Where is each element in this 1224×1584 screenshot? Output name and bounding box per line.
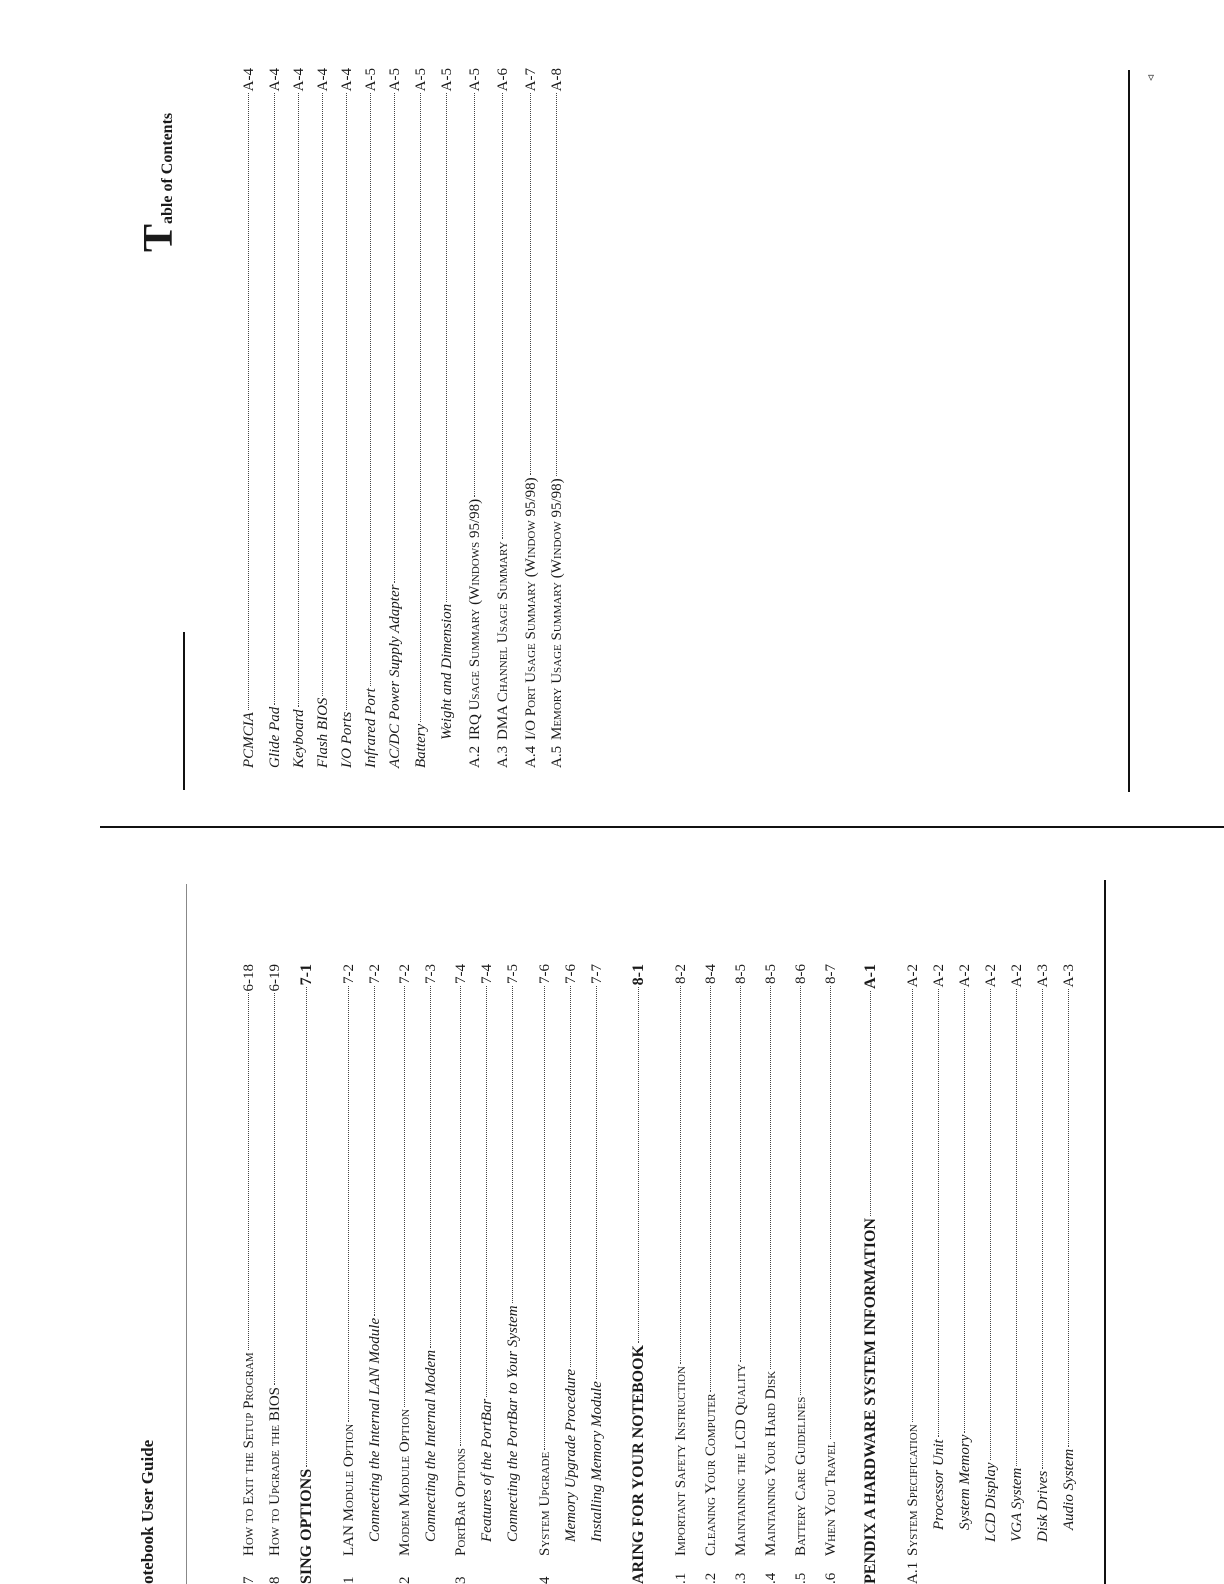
toc-entry-page: A-5 — [387, 68, 403, 92]
toc-entry-page: A-6 — [495, 68, 511, 92]
toc-entry-label: Audio System — [1061, 1448, 1077, 1530]
toc-entry-label: Keyboard — [291, 709, 307, 768]
toc-entry-page: A-5 — [413, 68, 429, 92]
toc-leader-dots — [248, 994, 249, 1351]
toc-leader-dots — [502, 93, 503, 539]
toc-title-rest: able of Contents — [159, 112, 176, 224]
toc-entry-page: A-2 — [957, 964, 973, 988]
toc-entry[interactable] — [790, 964, 812, 1584]
toc-leader-dots — [680, 986, 681, 1364]
toc-entry-page: A-2 — [931, 964, 947, 988]
toc-leader-dots — [460, 986, 461, 1446]
toc-entry-page: 8-5 — [733, 964, 749, 984]
toc-leader-dots — [830, 986, 831, 1439]
toc-entry[interactable] — [586, 964, 608, 1584]
toc-entry[interactable] — [1032, 964, 1054, 1584]
toc-entry[interactable] — [264, 964, 286, 1584]
toc-entry-label: DMA Channel Usage Summary — [495, 541, 511, 740]
toc-entry-page: 7-5 — [505, 964, 521, 984]
toc-entry-page: A-8 — [549, 68, 565, 92]
toc-entry-page: A-7 — [523, 68, 539, 92]
toc-entry-number: 7 — [241, 1576, 257, 1584]
toc-entry-label: PENDIX A HARDWARE SYSTEM INFORMATION — [862, 1218, 879, 1584]
toc-title-initial: T — [136, 223, 182, 252]
toc-entry-page: 7-4 — [453, 964, 469, 984]
toc-entry-number: .5 — [793, 1572, 809, 1584]
toc-entry[interactable] — [420, 964, 442, 1584]
toc-leader-dots — [740, 986, 741, 1362]
toc-entry-page: 7-1 — [298, 964, 315, 986]
toc-entry-number: 8 — [267, 1576, 283, 1584]
toc-entry-label: VGA System — [1009, 1467, 1025, 1542]
toc-entry[interactable] — [700, 964, 722, 1584]
toc-entry[interactable] — [546, 68, 568, 768]
toc-entry-label: Connecting the Internal LAN Module — [367, 1317, 383, 1542]
toc-leader-dots — [710, 986, 711, 1392]
toc-entry-label: Features of the PortBar — [479, 1398, 495, 1542]
toc-entry-page: 6-19 — [267, 964, 283, 992]
toc-entry-label: LCD Display — [983, 1462, 999, 1542]
toc-leader-dots — [322, 93, 323, 695]
toc-entry[interactable] — [492, 68, 514, 768]
toc-entry[interactable] — [520, 68, 542, 768]
toc-entry-page: 7-2 — [341, 964, 357, 984]
toc-entry-page: 8-4 — [703, 964, 719, 984]
toc-leader-dots — [404, 986, 405, 1407]
toc-leader-dots — [544, 986, 545, 1450]
toc-entry[interactable] — [450, 964, 472, 1584]
toc-entry[interactable] — [464, 68, 486, 768]
toc-entry[interactable] — [238, 68, 260, 768]
toc-leader-dots — [348, 986, 349, 1422]
toc-entry[interactable] — [670, 964, 692, 1584]
toc-entry[interactable] — [1006, 964, 1028, 1584]
toc-entry-page: A-2 — [983, 964, 999, 988]
toc-leader-dots — [394, 93, 395, 582]
toc-entry[interactable] — [410, 68, 432, 768]
toc-entry-label: PortBar Options — [453, 1447, 469, 1556]
toc-entry-label: Flash BIOS — [315, 697, 331, 768]
toc-entry[interactable] — [338, 964, 360, 1584]
toc-leader-dots — [596, 986, 597, 1379]
toc-entry[interactable] — [336, 68, 358, 768]
toc-leader-dots — [274, 994, 275, 1385]
toc-entry-page: A-4 — [315, 68, 331, 92]
toc-leader-dots — [938, 989, 939, 1437]
toc-entry-page: A-4 — [241, 68, 257, 92]
toc-entry[interactable] — [296, 964, 318, 1584]
toc-entry-number: A.3 — [495, 745, 511, 768]
toc-entry-label: System Upgrade — [537, 1451, 553, 1556]
toc-entry-label: Processor Unit — [931, 1439, 947, 1530]
toc-entry-page: A-3 — [1035, 964, 1051, 988]
right-toc-panel — [238, 68, 598, 768]
toc-entry-page: 8-5 — [763, 964, 779, 984]
toc-entry-page: 7-4 — [479, 964, 495, 984]
toc-entry[interactable] — [394, 964, 416, 1584]
toc-entry-label: Cleaning Your Computer — [703, 1393, 719, 1556]
toc-entry-page: A-2 — [1009, 964, 1025, 988]
toc-entry-label: Connecting the PortBar to Your System — [505, 1305, 521, 1542]
toc-entry-label: When You Travel — [823, 1441, 839, 1556]
toc-entry[interactable] — [902, 964, 924, 1584]
toc-entry-page: A-5 — [363, 68, 379, 92]
toc-entry-page: A-4 — [339, 68, 355, 92]
toc-title — [138, 113, 180, 252]
toc-entry[interactable] — [1058, 964, 1080, 1584]
toc-entry[interactable] — [384, 68, 406, 768]
toc-entry-number: 1 — [341, 1576, 357, 1584]
toc-leader-dots — [770, 986, 771, 1369]
toc-entry[interactable] — [534, 964, 556, 1584]
toc-entry-page: A-2 — [905, 964, 921, 988]
toc-entry-label: Infrared Port — [363, 688, 379, 768]
toc-entry-page: A-3 — [1061, 964, 1077, 988]
toc-entry[interactable] — [264, 68, 286, 768]
toc-entry-number: .4 — [763, 1572, 779, 1584]
toc-entry-page: A-4 — [267, 68, 283, 92]
toc-leader-dots — [430, 986, 431, 1348]
toc-entry-label: Glide Pad — [267, 706, 283, 768]
toc-entry-number: 4 — [537, 1576, 553, 1584]
toc-entry-page: 7-6 — [563, 964, 579, 984]
right-page-bottom-rule — [183, 632, 185, 790]
toc-leader-dots — [248, 93, 249, 710]
toc-leader-dots — [306, 987, 307, 1467]
toc-entry-label: AC/DC Power Supply Adapter — [387, 584, 403, 768]
toc-entry-number: 3 — [453, 1576, 469, 1584]
toc-entry-label: Weight and Dimension — [439, 603, 455, 740]
scan-mark: ▿ — [1148, 70, 1155, 84]
toc-entry-page: 7-6 — [537, 964, 553, 984]
toc-entry[interactable] — [860, 964, 882, 1584]
toc-leader-dots — [638, 987, 639, 1343]
toc-entry-label: System Memory — [957, 1434, 973, 1530]
toc-entry-label: Maintaining the LCD Quality — [733, 1363, 749, 1556]
toc-entry[interactable] — [436, 68, 458, 768]
toc-leader-dots — [530, 93, 531, 475]
toc-entry[interactable] — [954, 964, 976, 1584]
toc-entry[interactable] — [360, 68, 382, 768]
toc-entry-page: 6-18 — [241, 964, 257, 992]
toc-entry-number: 2 — [397, 1576, 413, 1584]
toc-entry-label: System Specification — [905, 1424, 921, 1556]
toc-entry[interactable] — [476, 964, 498, 1584]
toc-entry-page: 8-1 — [630, 964, 647, 986]
left-page-bottom-rule — [186, 884, 187, 1584]
toc-entry-label: IRQ Usage Summary (Windows 95/98) — [467, 498, 483, 740]
toc-entry-page: 7-3 — [423, 964, 439, 984]
toc-entry-label: Installing Memory Module — [589, 1381, 605, 1542]
toc-entry-label: Disk Drives — [1035, 1470, 1051, 1542]
toc-leader-dots — [556, 93, 557, 476]
toc-entry-page: A-5 — [467, 68, 483, 92]
toc-leader-dots — [1068, 989, 1069, 1446]
toc-entry-number: A.4 — [523, 745, 539, 768]
center-divider — [100, 826, 1224, 828]
left-page-header: otebook User Guide — [138, 1439, 157, 1584]
toc-entry-number: A.5 — [549, 745, 565, 768]
right-page-top-rule — [1128, 70, 1130, 792]
toc-entry-label: I/O Port Usage Summary (Window 95/98) — [523, 477, 539, 740]
toc-leader-dots — [420, 93, 421, 722]
toc-leader-dots — [446, 93, 447, 602]
toc-entry-label: Memory Usage Summary (Window 95/98) — [549, 478, 565, 740]
toc-entry-label: I/O Ports — [339, 711, 355, 768]
toc-entry-label: Connecting the Internal Modem — [423, 1349, 439, 1542]
toc-entry[interactable] — [288, 68, 310, 768]
toc-leader-dots — [1016, 989, 1017, 1465]
left-page-top-rule — [1104, 880, 1106, 1584]
toc-leader-dots — [570, 986, 571, 1367]
toc-leader-dots — [964, 989, 965, 1432]
toc-entry-page: 8-7 — [823, 964, 839, 984]
toc-entry[interactable] — [364, 964, 386, 1584]
toc-leader-dots — [870, 991, 871, 1216]
toc-leader-dots — [374, 986, 375, 1316]
toc-entry-number: .1 — [673, 1572, 689, 1584]
toc-entry[interactable] — [628, 964, 650, 1584]
toc-entry-label: SING OPTIONS — [298, 1468, 315, 1584]
toc-leader-dots — [274, 93, 275, 704]
toc-entry[interactable] — [820, 964, 842, 1584]
toc-entry-page: 8-6 — [793, 964, 809, 984]
toc-entry-page: 7-2 — [397, 964, 413, 984]
toc-entry-page: 7-2 — [367, 964, 383, 984]
toc-leader-dots — [912, 989, 913, 1422]
toc-entry-label: LAN Module Option — [341, 1423, 357, 1556]
toc-entry[interactable] — [560, 964, 582, 1584]
toc-leader-dots — [346, 93, 347, 709]
toc-leader-dots — [474, 93, 475, 497]
toc-entry[interactable] — [980, 964, 1002, 1584]
toc-leader-dots — [800, 986, 801, 1395]
toc-leader-dots — [486, 986, 487, 1397]
toc-entry-label: Memory Upgrade Procedure — [563, 1368, 579, 1542]
toc-entry-number: .2 — [703, 1572, 719, 1584]
toc-entry[interactable] — [238, 964, 260, 1584]
toc-entry-label: Battery Care Guidelines — [793, 1396, 809, 1556]
toc-entry-page: 8-2 — [673, 964, 689, 984]
toc-entry-label: PCMCIA — [241, 712, 257, 768]
toc-entry-page: A-5 — [439, 68, 455, 92]
toc-entry-number: A.2 — [467, 745, 483, 768]
toc-entry-page: A-4 — [291, 68, 307, 92]
toc-leader-dots — [1042, 989, 1043, 1468]
toc-entry[interactable] — [928, 964, 950, 1584]
toc-entry-number: .6 — [823, 1572, 839, 1584]
toc-entry[interactable] — [730, 964, 752, 1584]
toc-entry-label: How to Upgrade the BIOS — [267, 1386, 283, 1556]
toc-entry-label: Important Safety Instruction — [673, 1366, 689, 1556]
toc-entry[interactable] — [760, 964, 782, 1584]
toc-entry-label: Battery — [413, 723, 429, 768]
left-toc-panel — [238, 964, 1098, 1584]
toc-entry-label: Modem Module Option — [397, 1408, 413, 1556]
toc-entry-label: ARING FOR YOUR NOTEBOOK — [630, 1345, 647, 1584]
toc-entry-page: 7-7 — [589, 964, 605, 984]
toc-entry-label: How to Exit the Setup Program — [241, 1352, 257, 1556]
toc-entry-number: A.1 — [905, 1561, 921, 1584]
toc-leader-dots — [298, 93, 299, 707]
toc-entry-page: A-1 — [862, 964, 879, 989]
toc-leader-dots — [990, 989, 991, 1460]
toc-entry-number: .3 — [733, 1572, 749, 1584]
toc-entry-label: Maintaining Your Hard Disk — [763, 1370, 779, 1556]
toc-leader-dots — [370, 93, 371, 686]
toc-leader-dots — [512, 986, 513, 1303]
toc-entry[interactable] — [502, 964, 524, 1584]
toc-entry[interactable] — [312, 68, 334, 768]
